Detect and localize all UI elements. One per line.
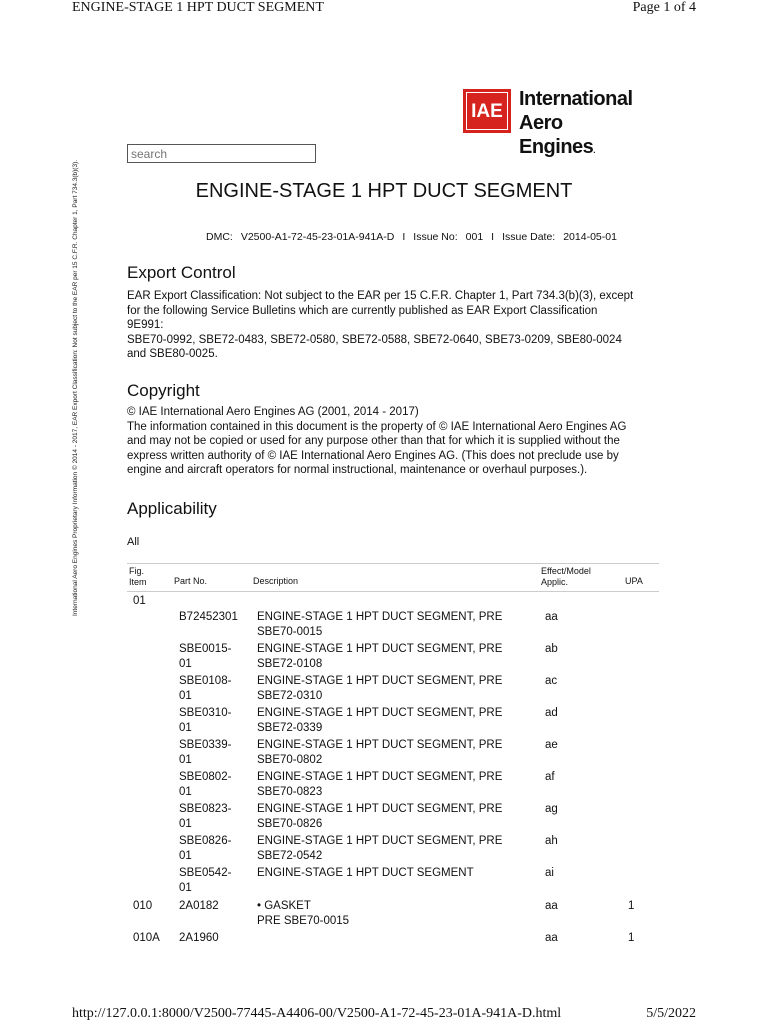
cell-effect-applic: ag — [545, 803, 558, 815]
separator: I — [402, 231, 406, 243]
issue-date-value: 2014-05-01 — [563, 231, 617, 243]
cell-effect-applic: ab — [545, 643, 558, 655]
cell-part-no-cont: 01 — [179, 658, 192, 670]
cell-part-no-cont: 01 — [179, 818, 192, 830]
col-header-description: Description — [253, 576, 299, 586]
logo-line-2: Aero Engines — [519, 112, 594, 158]
cell-part-no: B72452301 — [179, 611, 238, 623]
issue-no-label: Issue No: — [413, 231, 458, 243]
copyright-text — [127, 405, 667, 478]
cell-part-no-cont: 01 — [179, 754, 192, 766]
export-control-heading: Export Control — [127, 263, 236, 282]
cell-description-cont: PRE SBE70-0015 — [257, 915, 350, 927]
col-header-fig: Fig. — [129, 566, 145, 576]
col-header-item: Item — [129, 576, 147, 587]
separator: I — [491, 231, 495, 243]
iae-logo-mark — [463, 89, 511, 133]
copyright-heading: Copyright — [127, 381, 200, 400]
col-header-effect — [541, 566, 591, 587]
proprietary-side-note: International Aero Engines Proprietary Information © 2014 - 2017, EAR Export Classification: Not subject to the EAR per 15 C.F.R. Chapter 1, Part 734.3(b)(3). — [72, 159, 79, 616]
issue-date-label: Issue Date: — [502, 231, 556, 243]
cell-part-no-cont: 01 — [179, 850, 192, 862]
cell-part-no: SBE0542- — [179, 867, 232, 879]
cell-description: ENGINE-STAGE 1 HPT DUCT SEGMENT, PRE — [257, 643, 503, 655]
cell-description: ENGINE-STAGE 1 HPT DUCT SEGMENT, PRE — [257, 707, 503, 719]
col-header-effect-line1: Effect/Model — [541, 566, 591, 576]
iae-logo-wordmark — [519, 87, 638, 163]
cell-effect-applic: af — [545, 771, 555, 783]
copyright-line: © IAE International Aero Engines AG (2001, 2014 - 2017) — [127, 406, 419, 418]
table-top-divider — [127, 563, 659, 564]
cell-part-no: SBE0823- — [179, 803, 232, 815]
applicability-value: All — [127, 536, 140, 548]
copyright-line: express written authority of © IAE International Aero Engines AG. (This does not preclude use by — [127, 449, 619, 462]
cell-description: ENGINE-STAGE 1 HPT DUCT SEGMENT, PRE — [257, 835, 503, 847]
col-header-effect-line2: Applic. — [541, 576, 569, 587]
cell-effect-applic: ai — [545, 867, 554, 879]
cell-description: • GASKET — [257, 900, 311, 912]
cell-part-no: SBE0015- — [179, 643, 232, 655]
cell-part-no-cont: 01 — [179, 690, 192, 702]
cell-effect-applic: ah — [545, 835, 558, 847]
cell-fig-item: 01 — [133, 595, 146, 607]
copyright-line: The information contained in this document is the property of © IAE International Aero Engines AG — [127, 420, 627, 433]
dmc-label: DMC: — [206, 231, 233, 243]
cell-effect-applic: aa — [545, 611, 558, 623]
cell-description-cont: SBE72-0542 — [257, 850, 323, 862]
cell-effect-applic: ac — [545, 675, 558, 687]
dmc-line — [206, 231, 625, 243]
cell-part-no-cont: 01 — [179, 882, 192, 894]
issue-no-value: 001 — [465, 231, 484, 243]
page-number: Page 1 of 4 — [632, 0, 696, 15]
cell-part-no: SBE0802- — [179, 771, 232, 783]
iae-logo-mark-text: IAE — [466, 92, 508, 130]
cell-description-cont: SBE70-0823 — [257, 786, 323, 798]
cell-part-no: SBE0826- — [179, 835, 232, 847]
copyright-line: engine and aircraft operators for normal instructional, maintenance or overhaul purposes.). — [127, 464, 588, 476]
cell-part-no: 2A0182 — [179, 900, 219, 912]
cell-description: ENGINE-STAGE 1 HPT DUCT SEGMENT, PRE — [257, 739, 503, 751]
running-header-title: ENGINE-STAGE 1 HPT DUCT SEGMENT — [72, 0, 324, 15]
cell-part-no: SBE0339- — [179, 739, 232, 751]
col-header-fig-item — [129, 566, 147, 587]
iae-logo — [463, 86, 638, 158]
col-header-part-no: Part No. — [174, 576, 208, 586]
dmc-value: V2500-A1-72-45-23-01A-941A-D — [240, 231, 395, 243]
cell-description-cont: SBE70-0015 — [257, 626, 323, 638]
cell-description-cont: SBE70-0802 — [257, 754, 323, 766]
copyright-line: and may not be copied or used for any purpose other than that for which it is supplied without the — [127, 435, 620, 447]
export-line: 9E991: — [127, 319, 164, 331]
export-line: EAR Export Classification: Not subject to the EAR per 15 C.F.R. Chapter 1, Part 734.3(b)(3), except — [127, 290, 634, 302]
export-line: for the following Service Bulletins which are currently published as EAR Export Classification — [127, 304, 598, 317]
document-title: ENGINE-STAGE 1 HPT DUCT SEGMENT — [195, 180, 573, 202]
cell-description-cont: SBE70-0826 — [257, 818, 323, 830]
cell-description: ENGINE-STAGE 1 HPT DUCT SEGMENT, PRE — [257, 803, 503, 815]
cell-fig-item: 010 — [133, 900, 153, 912]
cell-part-no-cont: 01 — [179, 722, 192, 734]
applicability-heading: Applicability — [127, 499, 217, 518]
logo-line-1: International — [519, 88, 633, 110]
cell-part-no: SBE0310- — [179, 707, 232, 719]
cell-effect-applic: ad — [545, 707, 558, 719]
cell-description-cont: SBE72-0339 — [257, 722, 323, 734]
cell-upa: 1 — [628, 932, 635, 944]
export-control-text — [127, 289, 667, 362]
cell-fig-item: 010A — [133, 932, 160, 944]
cell-part-no: 2A1960 — [179, 932, 219, 944]
cell-upa: 1 — [628, 900, 635, 912]
cell-effect-applic: ae — [545, 739, 558, 751]
col-header-upa: UPA — [625, 576, 643, 586]
cell-effect-applic: aa — [545, 932, 558, 944]
cell-description: ENGINE-STAGE 1 HPT DUCT SEGMENT, PRE — [257, 611, 503, 623]
export-line: and SBE80-0025. — [127, 348, 218, 360]
cell-description: ENGINE-STAGE 1 HPT DUCT SEGMENT — [257, 867, 474, 879]
footer-url: http://127.0.0.1:8000/V2500-77445-A4406-00/V2500-A1-72-45-23-01A-941A-D.html — [72, 1006, 562, 1021]
cell-part-no-cont: 01 — [179, 786, 192, 798]
export-line: SBE70-0992, SBE72-0483, SBE72-0580, SBE72-0588, SBE72-0640, SBE73-0209, SBE80-0024 — [127, 333, 622, 346]
cell-description-cont: SBE72-0310 — [257, 690, 323, 702]
table-header-divider — [127, 591, 659, 592]
cell-description: ENGINE-STAGE 1 HPT DUCT SEGMENT, PRE — [257, 675, 503, 687]
cell-description-cont: SBE72-0108 — [257, 658, 323, 670]
search-input[interactable] — [127, 144, 316, 163]
cell-effect-applic: aa — [545, 900, 558, 912]
footer-date: 5/5/2022 — [646, 1006, 696, 1021]
logo-tm: . — [593, 146, 596, 155]
cell-part-no: SBE0108- — [179, 675, 232, 687]
cell-description: ENGINE-STAGE 1 HPT DUCT SEGMENT, PRE — [257, 771, 503, 783]
